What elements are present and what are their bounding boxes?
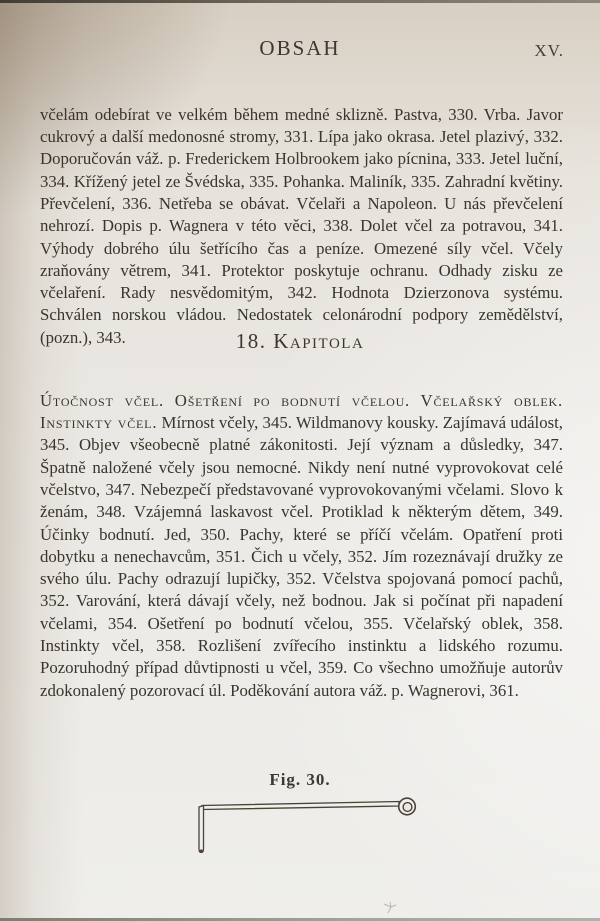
rod-vertical	[199, 806, 204, 853]
page-title: OBSAH	[259, 36, 341, 60]
figure-caption-row	[0, 770, 600, 790]
bent-rod-with-ring-icon	[178, 792, 428, 867]
chapter18-heading: 18. Kapitola	[235, 329, 365, 353]
smudge-mark	[382, 900, 398, 914]
chapter18-contents-text: Mírnost včely, 345. Wildmanovy kousky. Zajímavá událost, 345. Objev všeobecně platné zákonitosti. Její význam a důsledky, 347. Špatně naložené včely jsou nemocné. Nikdy není nutné vyprovokovat celé včelstvo, 347. Nebezpečí představované vyprovokovanými včelami. Slovo k ženám, 348. Vzájemná laskavost včel. Protiklad k některým dětem, 349. Účinky bodnutí. Jed, 350. Pachy, které se příčí včelám. Opatření proti dobytku a nenechavcům, 351. Čich u včely, 352. Jím rozeznávají družky ze svého úlu. Pachy odrazují lupičky, 352. Včelstva spojovaná pomocí pachů, 352. Varování, která dávají včely, než bodnou. Jak si počínat při napadení včelami, 354. Ošetření po bodnutí včelou, 355. Včelařský oblek, 358. Instinkty včel, 358. Rozlišení zvířecího instinktu a lidského rozumu. Pozoruhodný případ důvtipnosti u včel, 359. Co všechno umožňuje autorův zdokonalený pozorovací úl. Poděkování autora váž. p. Wagnerovi, 361.	[40, 413, 564, 700]
chapter18-lead-smallcaps: Útočnost včel. Ošetření po bodnutí včelou. Včelařský oblek. Instinkty včel.	[40, 390, 563, 433]
chapter17-contents-text: včelám odebírat ve velkém během medné sklizně. Pastva, 330. Vrba. Javor cukrový a další medonosné stromy, 331. Lípa jako okrasa. Jetel plazivý, 332. Doporučován váž. p. Frederickem Holbrookem jako pícnina, 333. Jetel luční, 334. Křížený jetel ze Švédska, 335. Pohanka. Maliník, 335. Zahradní květiny. Převčelení, 336. Netřeba se obávat. Včelaři a Napoleon. U nás převčelení nehrozí. Dopis p. Wagnera v této věci, 338. Dolet včel za potravou, 341. Výhody dobrého úlu šetřícího čas a peníze. Omezené síly včel. Včely zraňovány větrem, 341. Protektor poskytuje ochranu. Odhady zisku ze včelaření. Rady nesvědomitým, 342. Hodnota Dzierzonova systému. Schválen norskou vládou. Nedostatek celonárodní podpory zemědělství, (pozn.), 343.	[40, 104, 563, 347]
ring-inner	[403, 803, 412, 812]
page-number: XV.	[534, 41, 564, 60]
photo-top-edge	[0, 0, 600, 3]
rod-horizontal	[202, 802, 399, 810]
figure-caption: Fig. 30.	[269, 770, 331, 789]
chapter18-contents-paragraph	[40, 390, 563, 702]
rod-tip	[200, 849, 203, 852]
chapter17-contents-paragraph	[40, 104, 563, 349]
